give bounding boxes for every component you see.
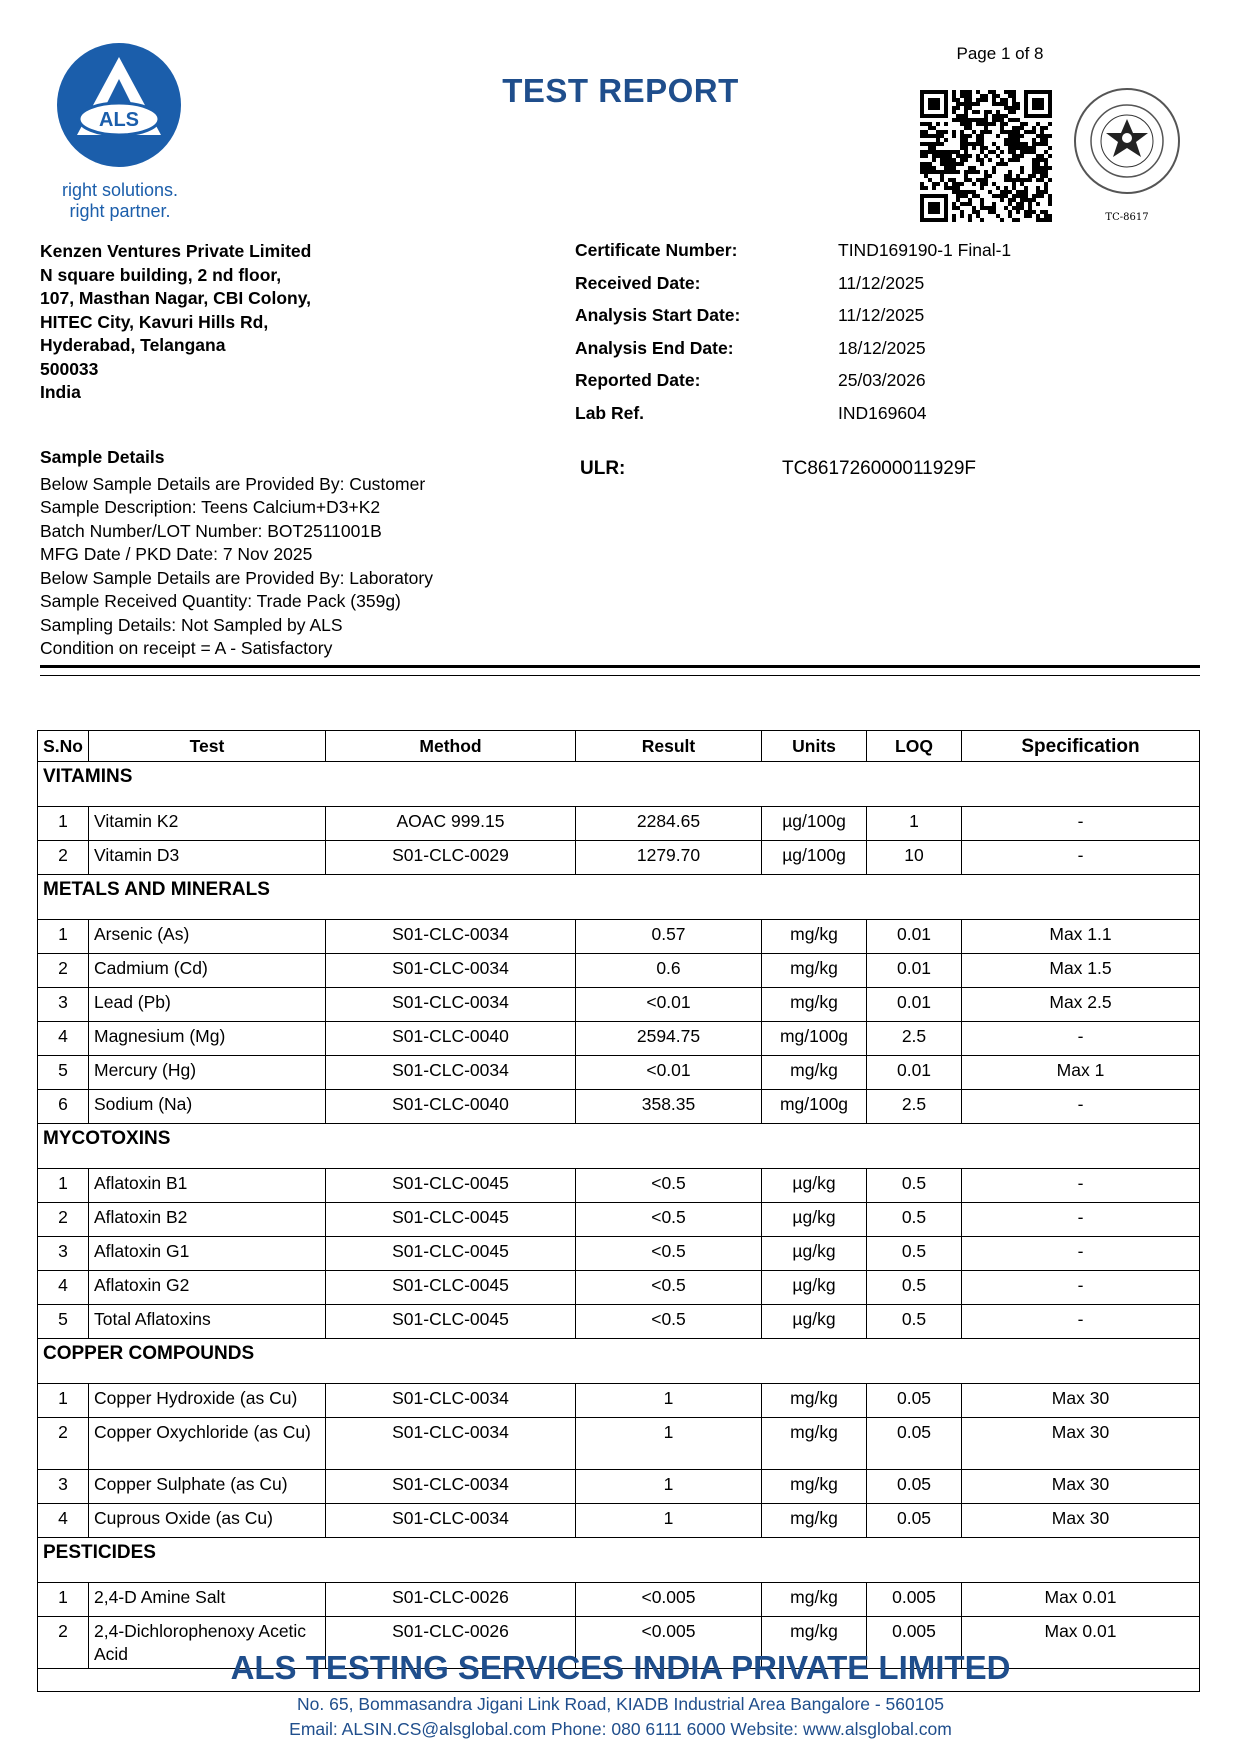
specification-cell: - — [962, 807, 1200, 841]
table-row — [38, 1022, 1200, 1056]
sno-cell: 1 — [38, 807, 89, 841]
section-row — [38, 1124, 1200, 1169]
section-title: COPPER COMPOUNDS — [38, 1339, 1200, 1384]
sno-cell: 2 — [38, 954, 89, 988]
units-cell: mg/100g — [762, 1022, 867, 1056]
table-header-row — [38, 731, 1200, 762]
specification-cell: Max 30 — [962, 1470, 1200, 1504]
specification-cell: - — [962, 1022, 1200, 1056]
meta-label: Analysis Start Date: — [575, 305, 741, 325]
ulr-label: ULR: — [580, 458, 626, 479]
table-row — [38, 1384, 1200, 1418]
sno-cell: 2 — [38, 1418, 89, 1470]
section-title: MYCOTOXINS — [38, 1124, 1200, 1169]
section-row — [38, 1538, 1200, 1583]
test-cell: Aflatoxin G1 — [89, 1237, 326, 1271]
test-cell: Aflatoxin B1 — [89, 1169, 326, 1203]
sample-detail-line: Below Sample Details are Provided By: Customer — [40, 473, 426, 494]
sno-cell: 2 — [38, 841, 89, 875]
client-address-line: India — [40, 382, 81, 402]
result-cell: <0.5 — [576, 1305, 762, 1339]
specification-cell: Max 30 — [962, 1418, 1200, 1470]
specification-cell: - — [962, 1305, 1200, 1339]
accreditation-seal-icon — [1072, 86, 1182, 196]
result-cell: 358.35 — [576, 1090, 762, 1124]
units-cell: mg/kg — [762, 1617, 867, 1669]
specification-cell: Max 30 — [962, 1504, 1200, 1538]
loq-cell: 10 — [867, 841, 962, 875]
footer-address: No. 65, Bommasandra Jigani Link Road, KIADB Industrial Area Bangalore - 560105 — [297, 1694, 944, 1714]
method-cell: S01-CLC-0040 — [326, 1022, 576, 1056]
result-cell: <0.5 — [576, 1169, 762, 1203]
section-row — [38, 762, 1200, 807]
specification-cell: - — [962, 1271, 1200, 1305]
meta-value: 11/12/2025 — [838, 305, 925, 325]
sample-detail-line: MFG Date / PKD Date: 7 Nov 2025 — [40, 544, 313, 564]
meta-row — [575, 273, 1011, 306]
loq-cell: 0.05 — [867, 1418, 962, 1470]
specification-cell: Max 1.1 — [962, 920, 1200, 954]
test-cell: Arsenic (As) — [89, 920, 326, 954]
result-cell: <0.01 — [576, 1056, 762, 1090]
divider — [40, 675, 1200, 676]
test-cell: Cadmium (Cd) — [89, 954, 326, 988]
loq-cell: 0.01 — [867, 1056, 962, 1090]
meta-label: Reported Date: — [575, 370, 701, 390]
loq-cell: 0.5 — [867, 1203, 962, 1237]
sno-cell: 1 — [38, 1384, 89, 1418]
method-cell: S01-CLC-0034 — [326, 1504, 576, 1538]
method-cell: S01-CLC-0045 — [326, 1237, 576, 1271]
sno-cell: 4 — [38, 1271, 89, 1305]
section-title: PESTICIDES — [38, 1538, 1200, 1583]
page-number: Page 1 of 8 — [956, 44, 1044, 63]
column-header: Method — [326, 731, 576, 762]
units-cell: mg/kg — [762, 920, 867, 954]
loq-cell: 0.05 — [867, 1470, 962, 1504]
footer-contact: Email: ALSIN.CS@alsglobal.com Phone: 080 6111 6000 Website: www.alsglobal.com — [289, 1719, 952, 1739]
test-cell: 2,4-D Amine Salt — [89, 1583, 326, 1617]
result-cell: 1 — [576, 1504, 762, 1538]
units-cell: mg/kg — [762, 1504, 867, 1538]
units-cell: µg/kg — [762, 1271, 867, 1305]
client-address — [40, 240, 311, 405]
result-cell: <0.5 — [576, 1271, 762, 1305]
method-cell: S01-CLC-0034 — [326, 988, 576, 1022]
loq-cell: 0.5 — [867, 1169, 962, 1203]
column-header: Specification — [962, 731, 1200, 762]
units-cell: µg/kg — [762, 1305, 867, 1339]
test-cell: 2,4-Dichlorophenoxy Acetic Acid — [89, 1617, 326, 1669]
sno-cell: 6 — [38, 1090, 89, 1124]
sno-cell: 4 — [38, 1022, 89, 1056]
meta-row — [575, 403, 1011, 436]
test-cell: Lead (Pb) — [89, 988, 326, 1022]
loq-cell: 0.005 — [867, 1617, 962, 1669]
specification-cell: Max 1.5 — [962, 954, 1200, 988]
column-header: Result — [576, 731, 762, 762]
client-address-line: 107, Masthan Nagar, CBI Colony, — [40, 288, 311, 308]
units-cell: mg/kg — [762, 1470, 867, 1504]
meta-value: 18/12/2025 — [838, 337, 926, 358]
section-title: VITAMINS — [38, 762, 1200, 807]
table-row — [38, 1504, 1200, 1538]
loq-cell: 1 — [867, 807, 962, 841]
method-cell: S01-CLC-0026 — [326, 1583, 576, 1617]
test-cell: Aflatoxin B2 — [89, 1203, 326, 1237]
specification-cell: Max 0.01 — [962, 1583, 1200, 1617]
svg-text:ALS: ALS — [99, 109, 139, 131]
method-cell: S01-CLC-0034 — [326, 1384, 576, 1418]
method-cell: S01-CLC-0040 — [326, 1090, 576, 1124]
method-cell: S01-CLC-0026 — [326, 1617, 576, 1669]
table-row — [38, 841, 1200, 875]
result-cell: 1 — [576, 1384, 762, 1418]
footer-company-name: ALS TESTING SERVICES INDIA PRIVATE LIMITED — [230, 1649, 1011, 1686]
method-cell: S01-CLC-0034 — [326, 1056, 576, 1090]
units-cell: mg/kg — [762, 988, 867, 1022]
result-cell: <0.5 — [576, 1203, 762, 1237]
table-row — [38, 1056, 1200, 1090]
units-cell: mg/kg — [762, 1418, 867, 1470]
table-row — [38, 1169, 1200, 1203]
test-cell: Sodium (Na) — [89, 1090, 326, 1124]
column-header: Units — [762, 731, 867, 762]
test-cell: Mercury (Hg) — [89, 1056, 326, 1090]
sno-cell: 3 — [38, 1470, 89, 1504]
meta-row — [575, 338, 1011, 371]
loq-cell: 0.5 — [867, 1271, 962, 1305]
units-cell: µg/kg — [762, 1169, 867, 1203]
sample-detail-line: Sample Description: Teens Calcium+D3+K2 — [40, 497, 381, 517]
units-cell: µg/100g — [762, 841, 867, 875]
meta-value: 25/03/2026 — [838, 370, 926, 390]
test-cell: Copper Hydroxide (as Cu) — [89, 1384, 326, 1418]
sno-cell: 3 — [38, 1237, 89, 1271]
sample-detail-line: Sample Received Quantity: Trade Pack (359g) — [40, 591, 401, 611]
test-cell: Vitamin D3 — [89, 841, 326, 875]
ulr-value: TC861726000011929F — [782, 458, 977, 479]
loq-cell: 2.5 — [867, 1022, 962, 1056]
meta-value: TIND169190-1 Final-1 — [838, 240, 1012, 260]
result-cell: 0.6 — [576, 954, 762, 988]
meta-label: Certificate Number: — [575, 240, 738, 260]
result-cell: <0.005 — [576, 1617, 762, 1669]
sample-detail-line: Condition on receipt = A - Satisfactory — [40, 638, 333, 658]
page-title: TEST REPORT — [502, 72, 739, 109]
loq-cell: 0.01 — [867, 954, 962, 988]
method-cell: S01-CLC-0034 — [326, 1418, 576, 1470]
sno-cell: 1 — [38, 920, 89, 954]
specification-cell: Max 0.01 — [962, 1617, 1200, 1669]
result-cell: <0.01 — [576, 988, 762, 1022]
qr-code-icon[interactable] — [920, 90, 1052, 222]
units-cell: mg/kg — [762, 1056, 867, 1090]
accreditation-code: TC-8617 — [1105, 212, 1149, 223]
test-cell: Magnesium (Mg) — [89, 1022, 326, 1056]
loq-cell: 0.005 — [867, 1583, 962, 1617]
table-row — [38, 1203, 1200, 1237]
tagline-line-1: right solutions. — [61, 180, 179, 200]
results-table — [37, 730, 1199, 1692]
sno-cell: 2 — [38, 1617, 89, 1669]
sample-details-heading: Sample Details — [40, 447, 165, 467]
specification-cell: - — [962, 1090, 1200, 1124]
section-row — [38, 1339, 1200, 1384]
section-title: METALS AND MINERALS — [38, 875, 1200, 920]
table-row — [38, 1305, 1200, 1339]
loq-cell: 0.01 — [867, 920, 962, 954]
column-header: LOQ — [867, 731, 962, 762]
units-cell: µg/kg — [762, 1237, 867, 1271]
sno-cell: 2 — [38, 1203, 89, 1237]
meta-row — [575, 305, 1011, 338]
units-cell: mg/kg — [762, 1384, 867, 1418]
client-address-line: Hyderabad, Telangana — [40, 335, 226, 355]
client-address-line: Kenzen Ventures Private Limited — [40, 241, 312, 261]
test-cell: Aflatoxin G2 — [89, 1271, 326, 1305]
method-cell: S01-CLC-0045 — [326, 1271, 576, 1305]
table-row — [38, 1418, 1200, 1470]
sno-cell: 1 — [38, 1583, 89, 1617]
meta-row — [575, 370, 1011, 403]
result-cell: 1 — [576, 1470, 762, 1504]
table-row — [38, 807, 1200, 841]
result-cell: 2284.65 — [576, 807, 762, 841]
table-row — [38, 1237, 1200, 1271]
sample-details — [40, 446, 433, 661]
meta-value: 11/12/2025 — [838, 272, 925, 293]
result-cell: 0.57 — [576, 920, 762, 954]
result-cell: 2594.75 — [576, 1022, 762, 1056]
result-cell: 1 — [576, 1418, 762, 1470]
table-row — [38, 954, 1200, 988]
method-cell: S01-CLC-0045 — [326, 1169, 576, 1203]
table-row — [38, 1090, 1200, 1124]
meta-row — [575, 240, 1011, 273]
loq-cell: 0.5 — [867, 1305, 962, 1339]
specification-cell: - — [962, 841, 1200, 875]
specification-cell: - — [962, 1203, 1200, 1237]
loq-cell: 0.01 — [867, 988, 962, 1022]
specification-cell: Max 30 — [962, 1384, 1200, 1418]
sample-detail-line: Batch Number/LOT Number: BOT2511001B — [40, 520, 382, 541]
logo-tagline — [40, 180, 200, 222]
specification-cell: - — [962, 1169, 1200, 1203]
method-cell: S01-CLC-0034 — [326, 954, 576, 988]
table-row — [38, 1470, 1200, 1504]
test-cell: Vitamin K2 — [89, 807, 326, 841]
method-cell: S01-CLC-0045 — [326, 1203, 576, 1237]
column-header: S.No — [38, 731, 89, 762]
table-row — [38, 988, 1200, 1022]
client-address-line: N square building, 2 nd floor, — [40, 264, 282, 285]
meta-label: Lab Ref. — [575, 402, 645, 423]
loq-cell: 0.5 — [867, 1237, 962, 1271]
units-cell: mg/kg — [762, 1583, 867, 1617]
loq-cell: 0.05 — [867, 1504, 962, 1538]
units-cell: µg/kg — [762, 1203, 867, 1237]
loq-cell: 2.5 — [867, 1090, 962, 1124]
loq-cell: 0.05 — [867, 1384, 962, 1418]
sno-cell: 4 — [38, 1504, 89, 1538]
sno-cell: 5 — [38, 1056, 89, 1090]
table-row — [38, 920, 1200, 954]
tagline-line-2: right partner. — [69, 201, 171, 221]
test-cell: Copper Sulphate (as Cu) — [89, 1470, 326, 1504]
client-address-line: 500033 — [40, 358, 99, 379]
result-cell: 1279.70 — [576, 841, 762, 875]
result-cell: <0.5 — [576, 1237, 762, 1271]
units-cell: mg/kg — [762, 954, 867, 988]
divider — [40, 665, 1200, 668]
test-cell: Copper Oxychloride (as Cu) — [89, 1418, 326, 1470]
sno-cell: 1 — [38, 1169, 89, 1203]
test-cell: Total Aflatoxins — [89, 1305, 326, 1339]
sample-detail-line: Sampling Details: Not Sampled by ALS — [40, 614, 343, 635]
sno-cell: 5 — [38, 1305, 89, 1339]
table-row — [38, 1271, 1200, 1305]
table-row — [38, 1583, 1200, 1617]
column-header: Test — [89, 731, 326, 762]
specification-cell: Max 1 — [962, 1056, 1200, 1090]
units-cell: µg/100g — [762, 807, 867, 841]
units-cell: mg/100g — [762, 1090, 867, 1124]
method-cell: S01-CLC-0029 — [326, 841, 576, 875]
section-row — [38, 875, 1200, 920]
method-cell: S01-CLC-0034 — [326, 920, 576, 954]
meta-label: Received Date: — [575, 272, 701, 293]
meta-value: IND169604 — [838, 402, 927, 423]
client-address-line: HITEC City, Kavuri Hills Rd, — [40, 311, 269, 332]
method-cell: S01-CLC-0034 — [326, 1470, 576, 1504]
specification-cell: Max 2.5 — [962, 988, 1200, 1022]
result-cell: <0.005 — [576, 1583, 762, 1617]
method-cell: AOAC 999.15 — [326, 807, 576, 841]
specification-cell: - — [962, 1237, 1200, 1271]
sample-detail-line: Below Sample Details are Provided By: Laboratory — [40, 567, 433, 588]
method-cell: S01-CLC-0045 — [326, 1305, 576, 1339]
test-cell: Cuprous Oxide (as Cu) — [89, 1504, 326, 1538]
meta-label: Analysis End Date: — [575, 337, 734, 358]
certificate-metadata — [575, 240, 1011, 435]
sno-cell: 3 — [38, 988, 89, 1022]
